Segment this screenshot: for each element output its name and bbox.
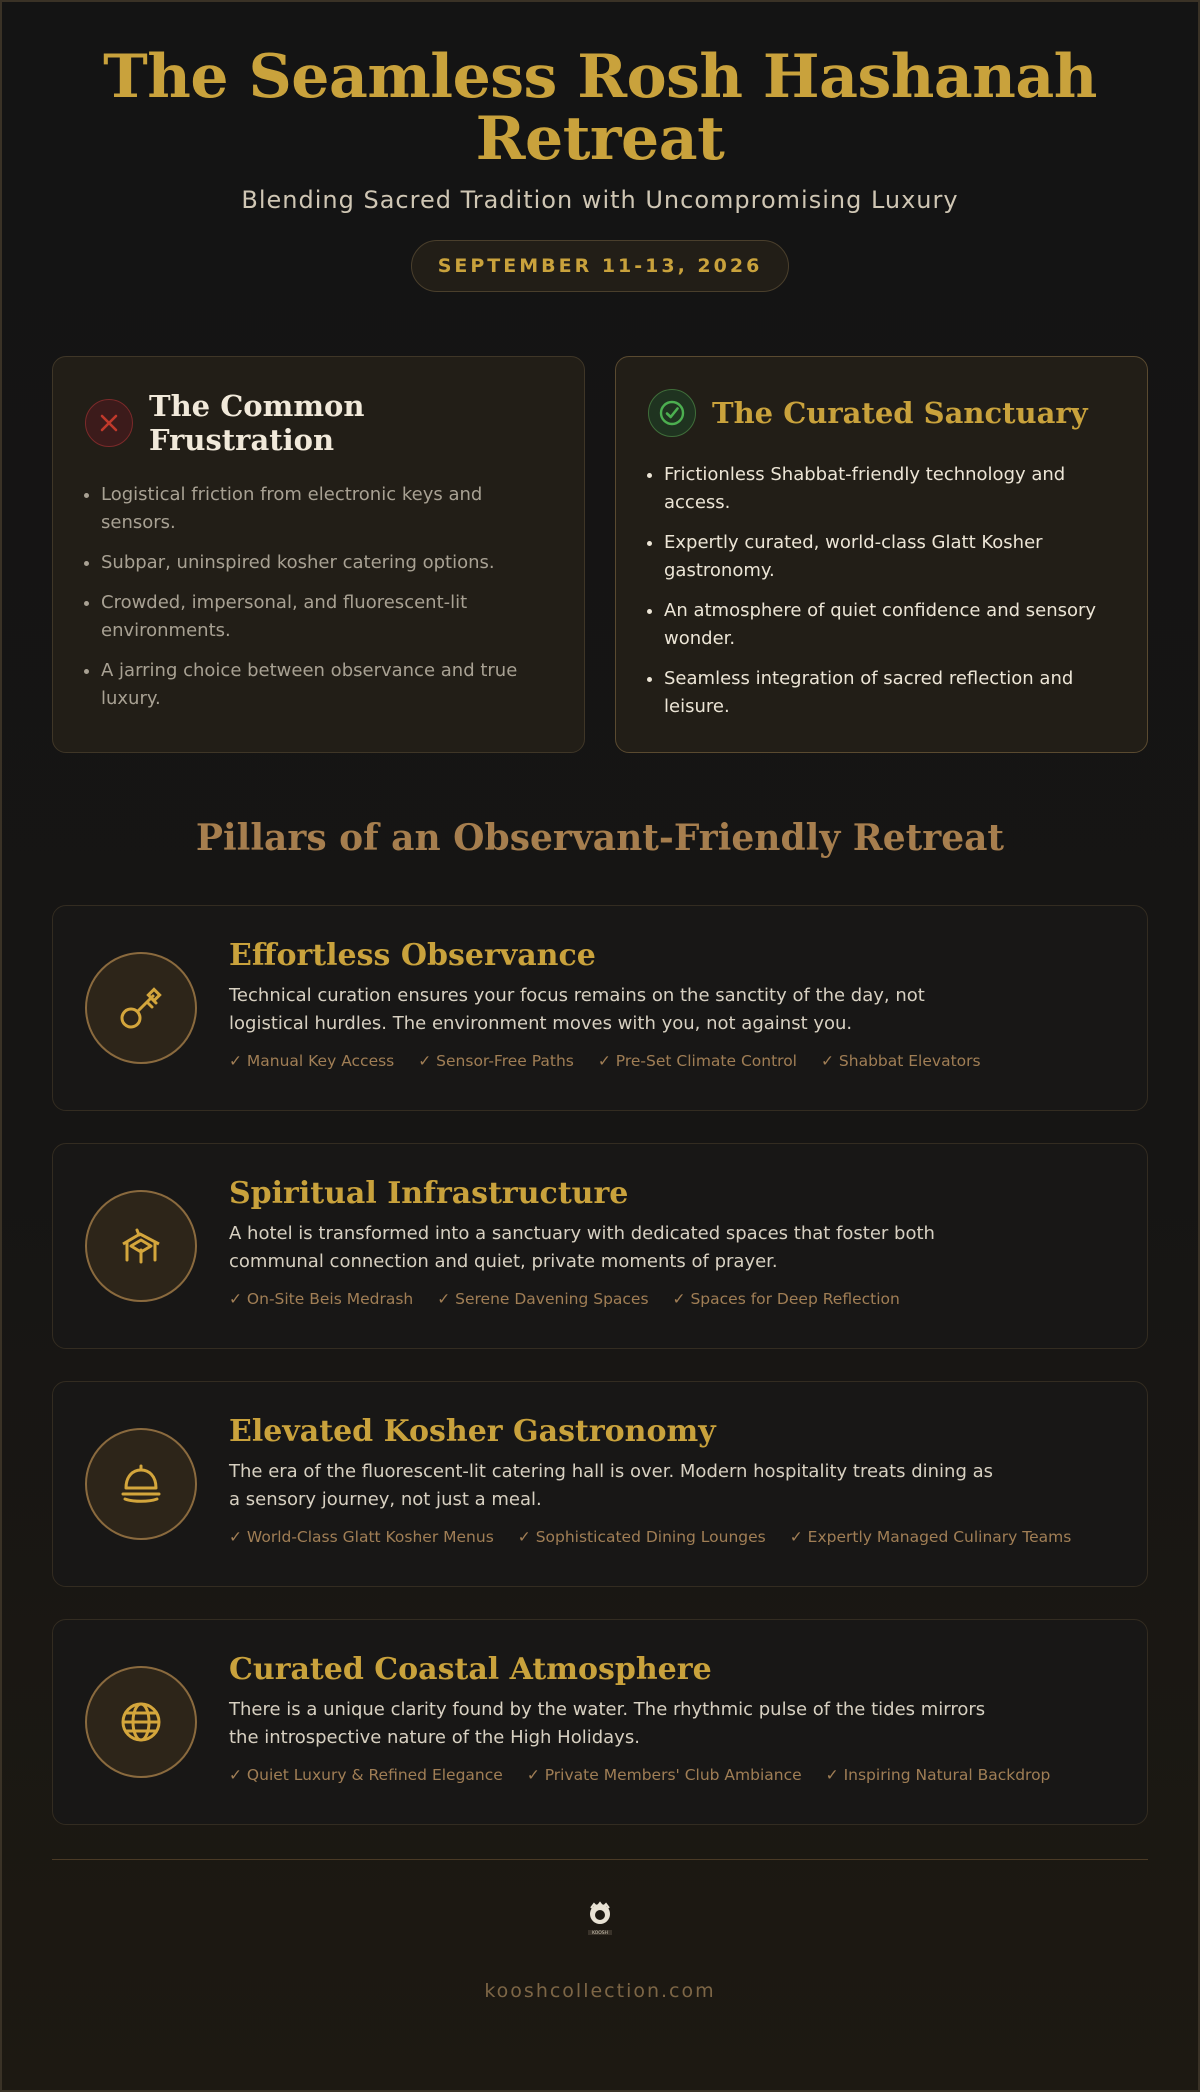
key-icon [85, 952, 197, 1064]
lion-crest-logo [2, 1900, 1198, 1942]
pillar-tags [229, 1052, 1009, 1070]
feature-tag: ✓ On-Site Beis Medrash [229, 1290, 414, 1308]
feature-tag: ✓ Sensor-Free Paths [418, 1052, 574, 1070]
pillar-description: A hotel is transformed into a sanctuary with dedicated spaces that foster both communal connection and quiet, private moments of prayer. [229, 1223, 935, 1272]
feature-tag: ✓ Expertly Managed Culinary Teams [789, 1528, 1072, 1546]
list-item: • Frictionless Shabbat-friendly technology and access. [664, 461, 1115, 517]
frustration-card [52, 356, 585, 753]
pillar-tags [229, 1290, 1009, 1308]
pillar-tags [229, 1528, 1095, 1546]
list-item: • An atmosphere of quiet confidence and sensory wonder. [664, 597, 1115, 653]
feature-tag: ✓ Sophisticated Dining Lounges [517, 1528, 766, 1546]
feature-tag: ✓ Pre-Set Climate Control [597, 1052, 797, 1070]
pillar-card-spiritual [52, 1143, 1148, 1349]
comparison-section [52, 356, 1148, 753]
frustration-list [85, 481, 552, 713]
pillar-card-observance [52, 905, 1148, 1111]
list-item: • Crowded, impersonal, and fluorescent-lit environments. [101, 589, 552, 645]
feature-tag: ✓ Spaces for Deep Reflection [672, 1290, 900, 1308]
pillar-description: Technical curation ensures your focus remains on the sanctity of the day, not logistical hurdles. The environment moves with you, not against you. [229, 985, 925, 1034]
feature-tag: ✓ World-Class Glatt Kosher Menus [229, 1528, 494, 1546]
sanctuary-header [648, 389, 1115, 437]
feature-tag: ✓ Shabbat Elevators [821, 1052, 981, 1070]
footer [2, 1900, 1198, 2002]
sanctuary-card [615, 356, 1148, 753]
feature-tag: ✓ Private Members' Club Ambiance [526, 1766, 802, 1784]
list-item: • Expertly curated, world-class Glatt Kosher gastronomy. [664, 529, 1115, 585]
frustration-title: The Common Frustration [149, 389, 365, 457]
pillar-title: Effortless Observance [229, 938, 596, 973]
pillar-card-coastal [52, 1619, 1148, 1825]
pillars-list [52, 905, 1148, 1825]
pillars-heading: Pillars of an Observant-Friendly Retreat [195, 817, 1005, 859]
pillar-card-gastronomy [52, 1381, 1148, 1587]
sanctuary-title: The Curated Sanctuary [712, 396, 1088, 430]
pillar-description: There is a unique clarity found by the water. The rhythmic pulse of the tides mirrors the introspective nature of the High Holidays. [229, 1699, 986, 1748]
feature-tag: ✓ Quiet Luxury & Refined Elegance [229, 1766, 503, 1784]
page-subtitle: Blending Sacred Tradition with Uncompromising Luxury [241, 186, 959, 214]
pillar-title: Spiritual Infrastructure [229, 1176, 629, 1211]
pillar-tags [229, 1766, 1074, 1784]
footer-divider [52, 1859, 1148, 1860]
hero [2, 2, 1198, 292]
date-badge: SEPTEMBER 11-13, 2026 [411, 240, 790, 292]
sanctuary-list [648, 461, 1115, 721]
feature-tag: ✓ Manual Key Access [229, 1052, 395, 1070]
frustration-header [85, 389, 552, 457]
pillar-title: Elevated Kosher Gastronomy [229, 1414, 716, 1449]
feature-tag: ✓ Serene Davening Spaces [437, 1290, 649, 1308]
feature-tag: ✓ Inspiring Natural Backdrop [825, 1766, 1051, 1784]
pillar-title: Curated Coastal Atmosphere [229, 1652, 712, 1687]
list-item: • A jarring choice between observance and true luxury. [101, 657, 552, 713]
x-icon [85, 399, 133, 447]
page-title: The Seamless Rosh Hashanah Retreat [103, 42, 1097, 174]
book-stand-icon [85, 1190, 197, 1302]
pillar-description: The era of the fluorescent-lit catering hall is over. Modern hospitality treats dining as a sensory journey, not just a meal. [229, 1461, 994, 1510]
list-item: • Logistical friction from electronic keys and sensors. [101, 481, 552, 537]
website-link[interactable]: kooshcollection.com [484, 1980, 716, 2002]
list-item: • Subpar, uninspired kosher catering options. [101, 549, 552, 577]
cloche-icon [85, 1428, 197, 1540]
list-item: • Seamless integration of sacred reflection and leisure. [664, 665, 1115, 721]
logo-text: KOOSH [591, 1931, 609, 1937]
check-circle-icon [648, 389, 696, 437]
globe-icon [85, 1666, 197, 1778]
